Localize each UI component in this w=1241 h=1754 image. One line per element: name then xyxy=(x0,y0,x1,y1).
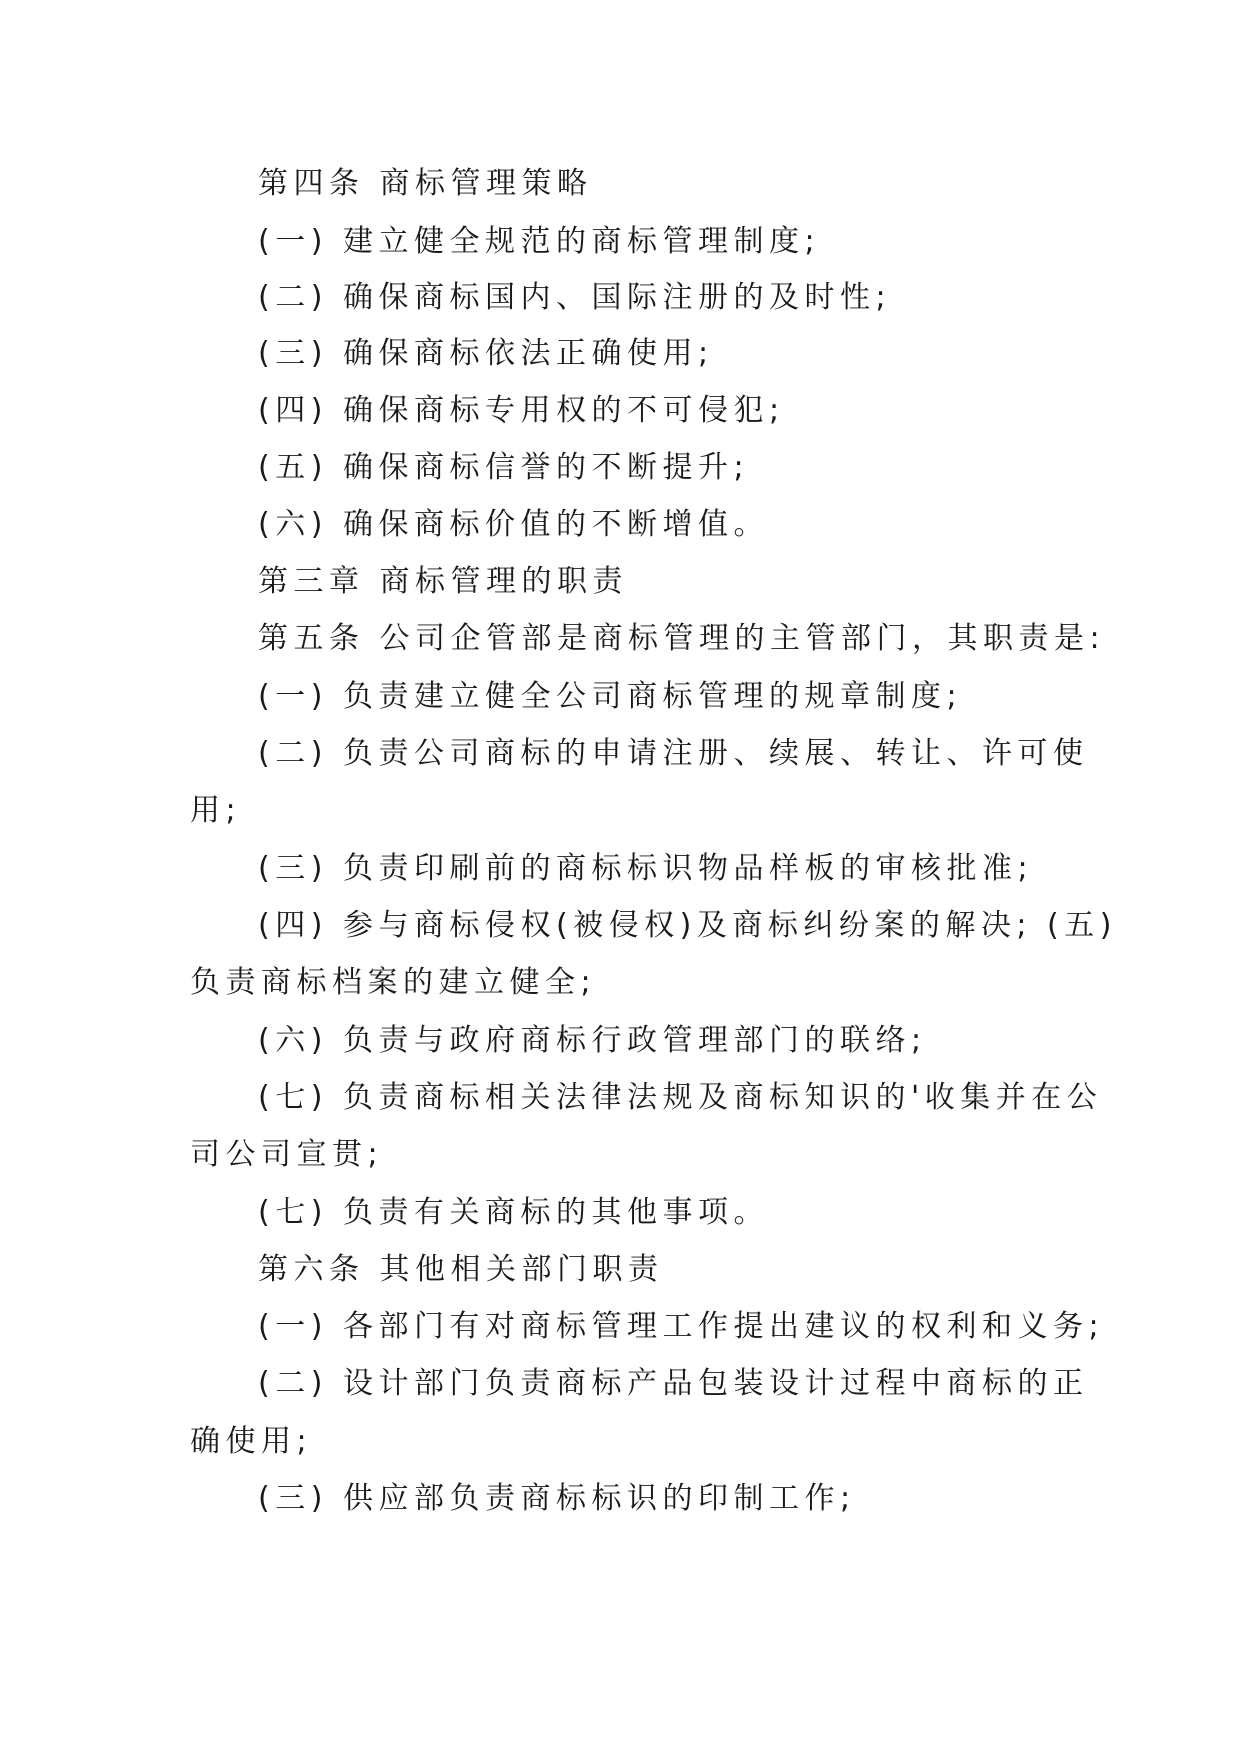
list-item: (四) 确保商标专用权的不可侵犯; xyxy=(258,393,785,428)
list-item: (二) 设计部门负责商标产品包装设计过程中商标的正 xyxy=(258,1366,1089,1401)
article-4-heading: 第四条 商标管理策略 xyxy=(258,166,593,201)
list-item: (一) 各部门有对商标管理工作提出建议的权利和义务; xyxy=(258,1309,1105,1344)
list-item: (三) 供应部负责商标标识的印制工作; xyxy=(258,1481,856,1516)
article-5-heading: 第五条 公司企管部是商标管理的主管部门，其职责是: xyxy=(258,621,1106,656)
list-item: (六) 负责与政府商标行政管理部门的联络; xyxy=(258,1023,927,1058)
list-item: (三) 确保商标依法正确使用; xyxy=(258,336,714,371)
list-item: (二) 负责公司商标的申请注册、续展、转让、许可使 xyxy=(258,736,1089,771)
list-item-continuation: 确使用; xyxy=(190,1424,313,1459)
list-item: (五) 确保商标信誉的不断提升; xyxy=(258,450,750,485)
list-item-continuation: 用; xyxy=(190,793,242,828)
list-item: (一) 负责建立健全公司商标管理的规章制度; xyxy=(258,679,963,714)
list-item: (四) 参与商标侵权(被侵权)及商标纠纷案的解决; (五) xyxy=(258,908,1117,943)
list-item: (六) 确保商标价值的不断增值。 xyxy=(258,507,769,542)
article-6-heading: 第六条 其他相关部门职责 xyxy=(258,1252,664,1287)
list-item-continuation: 负责商标档案的建立健全; xyxy=(190,965,597,1000)
list-item: (三) 负责印刷前的商标标识物品样板的审核批准; xyxy=(258,851,1034,886)
chapter-3-heading: 第三章 商标管理的职责 xyxy=(258,564,629,599)
list-item: (一) 建立健全规范的商标管理制度; xyxy=(258,224,821,259)
list-item-continuation: 司公司宣贯; xyxy=(190,1137,384,1172)
list-item: (七) 负责有关商标的其他事项。 xyxy=(258,1195,769,1230)
list-item: (二) 确保商标国内、国际注册的及时性; xyxy=(258,280,892,315)
list-item: (七) 负责商标相关法律法规及商标知识的'收集并在公 xyxy=(258,1080,1103,1115)
